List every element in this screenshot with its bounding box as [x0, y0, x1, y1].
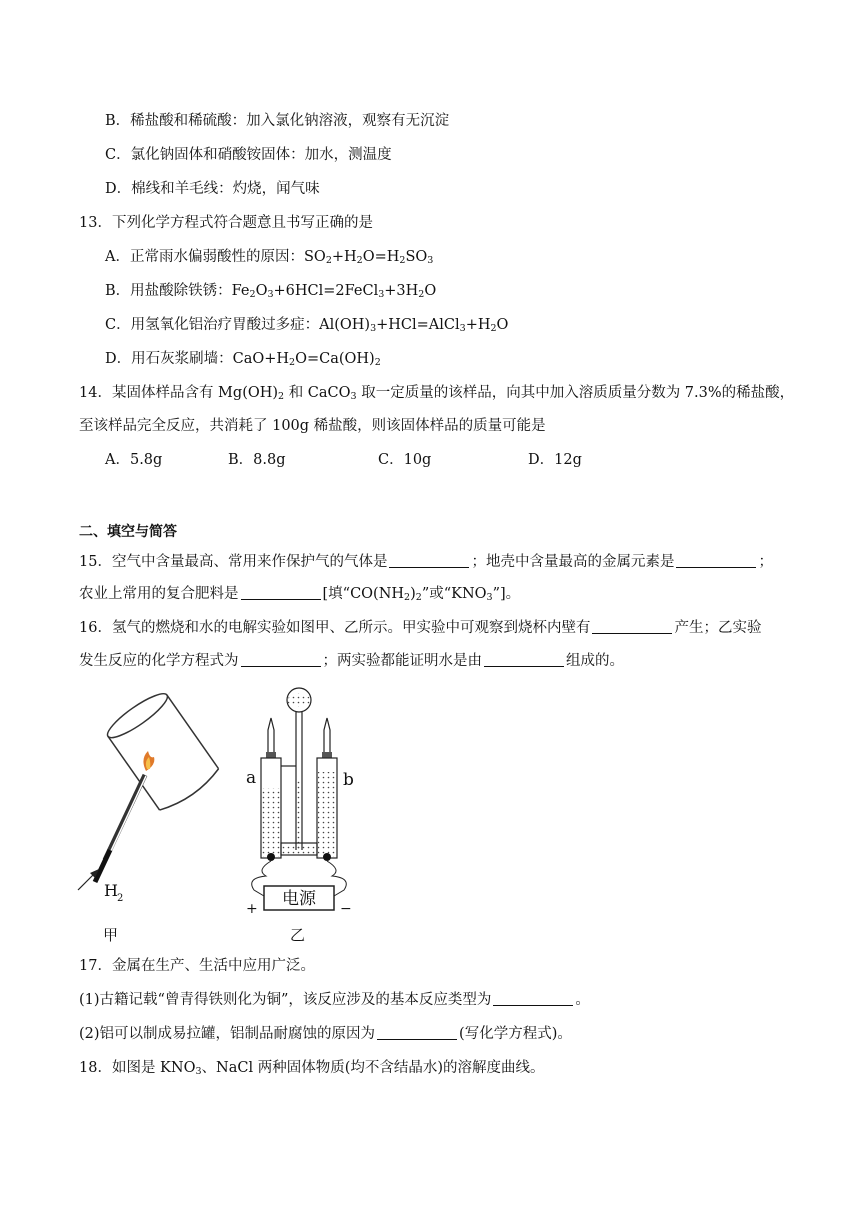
q15-text-7: ”或“KNO	[421, 586, 487, 602]
h2-label: H	[104, 881, 118, 900]
hydrogen-combustion-figure	[70, 685, 220, 905]
q13-option-d: D．用石灰浆刷墙：$CaO+H_2O=Ca(OH)_2$	[105, 351, 381, 368]
q12-option-d: D．棉线和羊毛线：灼烧，闻气味	[105, 181, 320, 197]
q16-line1	[79, 618, 761, 638]
q14-option-a: A．5.8g	[105, 452, 163, 468]
q14-text-a: 14．某固体样品含有 Mg(OH)	[79, 385, 279, 401]
answer-blank[interactable]	[377, 1025, 457, 1040]
q14-option-c: C．10g	[378, 452, 432, 468]
q18-stem: 18．如图是 $KNO_3$、NaCl 两种固体物质(均不含结晶水)的溶解度曲线。	[79, 1060, 545, 1077]
answer-blank[interactable]	[493, 991, 573, 1006]
q17-text-3: (2)铝可以制成易拉罐，铝制品耐腐蚀的原因为	[79, 1026, 376, 1042]
q15-line1	[79, 552, 773, 572]
q14-option-b: B．8.8g	[228, 452, 286, 468]
answer-blank[interactable]	[241, 585, 321, 600]
q17-part1	[79, 990, 590, 1010]
section-heading: 二、填空与简答	[79, 524, 177, 540]
tube-label-b: b	[343, 770, 354, 790]
q15-text-3: ；	[758, 554, 773, 570]
q14-text-b: 和 CaCO	[284, 385, 351, 401]
q14-line1: 14．某固体样品含有 $Mg(OH)_2$ 和 CaCO$_3$ 取一定质量的该样品，向其中加入溶质质量分数为 7.3%的稀盐酸，	[79, 385, 795, 402]
q12-option-b: B．稀盐酸和稀硫酸：加入氯化钠溶液，观察有无沉淀	[105, 113, 450, 129]
tube-label-a: a	[246, 768, 257, 788]
answer-blank[interactable]	[389, 553, 469, 568]
q18-text-1: 18．如图是 KNO	[79, 1060, 196, 1076]
answer-blank[interactable]	[676, 553, 756, 568]
q17-part2	[79, 1024, 572, 1044]
q13-b-text: B．用盐酸除铁锈：	[105, 283, 232, 299]
q17-text-2: 。	[575, 992, 590, 1008]
q15-text-8: ”]。	[492, 586, 521, 602]
q14-line2: 至该样品完全反应，共消耗了 100g 稀盐酸，则该固体样品的质量可能是	[79, 418, 546, 434]
q13-option-b: B．用盐酸除铁锈：$Fe_2O_3+6HCl=2FeCl_3+3H_2O$	[105, 283, 437, 300]
q16-text-1: 16．氢气的燃烧和水的电解实验如图甲、乙所示。甲实验中可观察到烧杯内壁有	[79, 620, 591, 636]
q13-a-text: A．正常雨水偏弱酸性的原因：	[105, 249, 304, 265]
h2-subscript: 2	[117, 893, 124, 904]
q15-text-4: 农业上常用的复合肥料是	[79, 586, 239, 602]
q17-text-4: (写化学方程式)。	[459, 1026, 572, 1042]
q15-text-2: ；地壳中含量最高的金属元素是	[471, 554, 675, 570]
q16-text-2: 产生；乙实验	[674, 620, 762, 636]
q15-text-6: )	[410, 586, 416, 602]
q14-option-d: D．12g	[528, 452, 582, 468]
negative-terminal: −	[340, 901, 352, 917]
q13-option-a: A．正常雨水偏弱酸性的原因：$SO_2+H_2O=H_2SO_3$	[105, 249, 434, 266]
q15-line2: 农业上常用的复合肥料是 [填“$CO(NH_2)_2$”或“$KNO_3$”]。	[79, 586, 521, 603]
answer-blank[interactable]	[241, 652, 321, 667]
power-supply-label: 电源	[282, 889, 316, 909]
electrolysis-figure	[236, 680, 366, 920]
q17-text-1: (1)古籍记载“曾青得铁则化为铜”，该反应涉及的基本反应类型为	[79, 992, 492, 1008]
q12-option-c: C．氯化钠固体和硝酸铵固体：加水，测温度	[105, 147, 392, 163]
q15-text-5: [填“CO(NH	[322, 586, 405, 602]
q13-d-text: D．用石灰浆刷墙：	[105, 351, 233, 367]
positive-terminal: +	[246, 901, 258, 917]
answer-blank[interactable]	[592, 619, 672, 634]
q18-text-2: 、NaCl 两种固体物质(均不含结晶水)的溶解度曲线。	[201, 1060, 545, 1076]
q17-stem: 17．金属在生产、生活中应用广泛。	[79, 958, 315, 974]
q16-text-3: 发生反应的化学方程式为	[79, 653, 239, 669]
q16-text-5: 组成的。	[566, 653, 624, 669]
q16-text-4: ；两实验都能证明水是由	[322, 653, 482, 669]
q13-c-text: C．用氢氧化铝治疗胃酸过多症：	[105, 317, 320, 333]
q13-stem: 13．下列化学方程式符合题意且书写正确的是	[79, 215, 373, 231]
q13-option-c: C．用氢氧化铝治疗胃酸过多症：$Al(OH)_3+HCl=AlCl_3+H_2O$	[105, 317, 509, 334]
answer-blank[interactable]	[484, 652, 564, 667]
q16-line2	[79, 651, 624, 671]
q14-text-c: 取一定质量的该样品，向其中加入溶质质量分数为 7.3%的稀盐酸，	[356, 385, 795, 401]
figure-label-jia: 甲	[103, 926, 119, 944]
figure-label-yi: 乙	[290, 926, 306, 944]
q15-text-1: 15．空气中含量最高、常用来作保护气的气体是	[79, 554, 388, 570]
